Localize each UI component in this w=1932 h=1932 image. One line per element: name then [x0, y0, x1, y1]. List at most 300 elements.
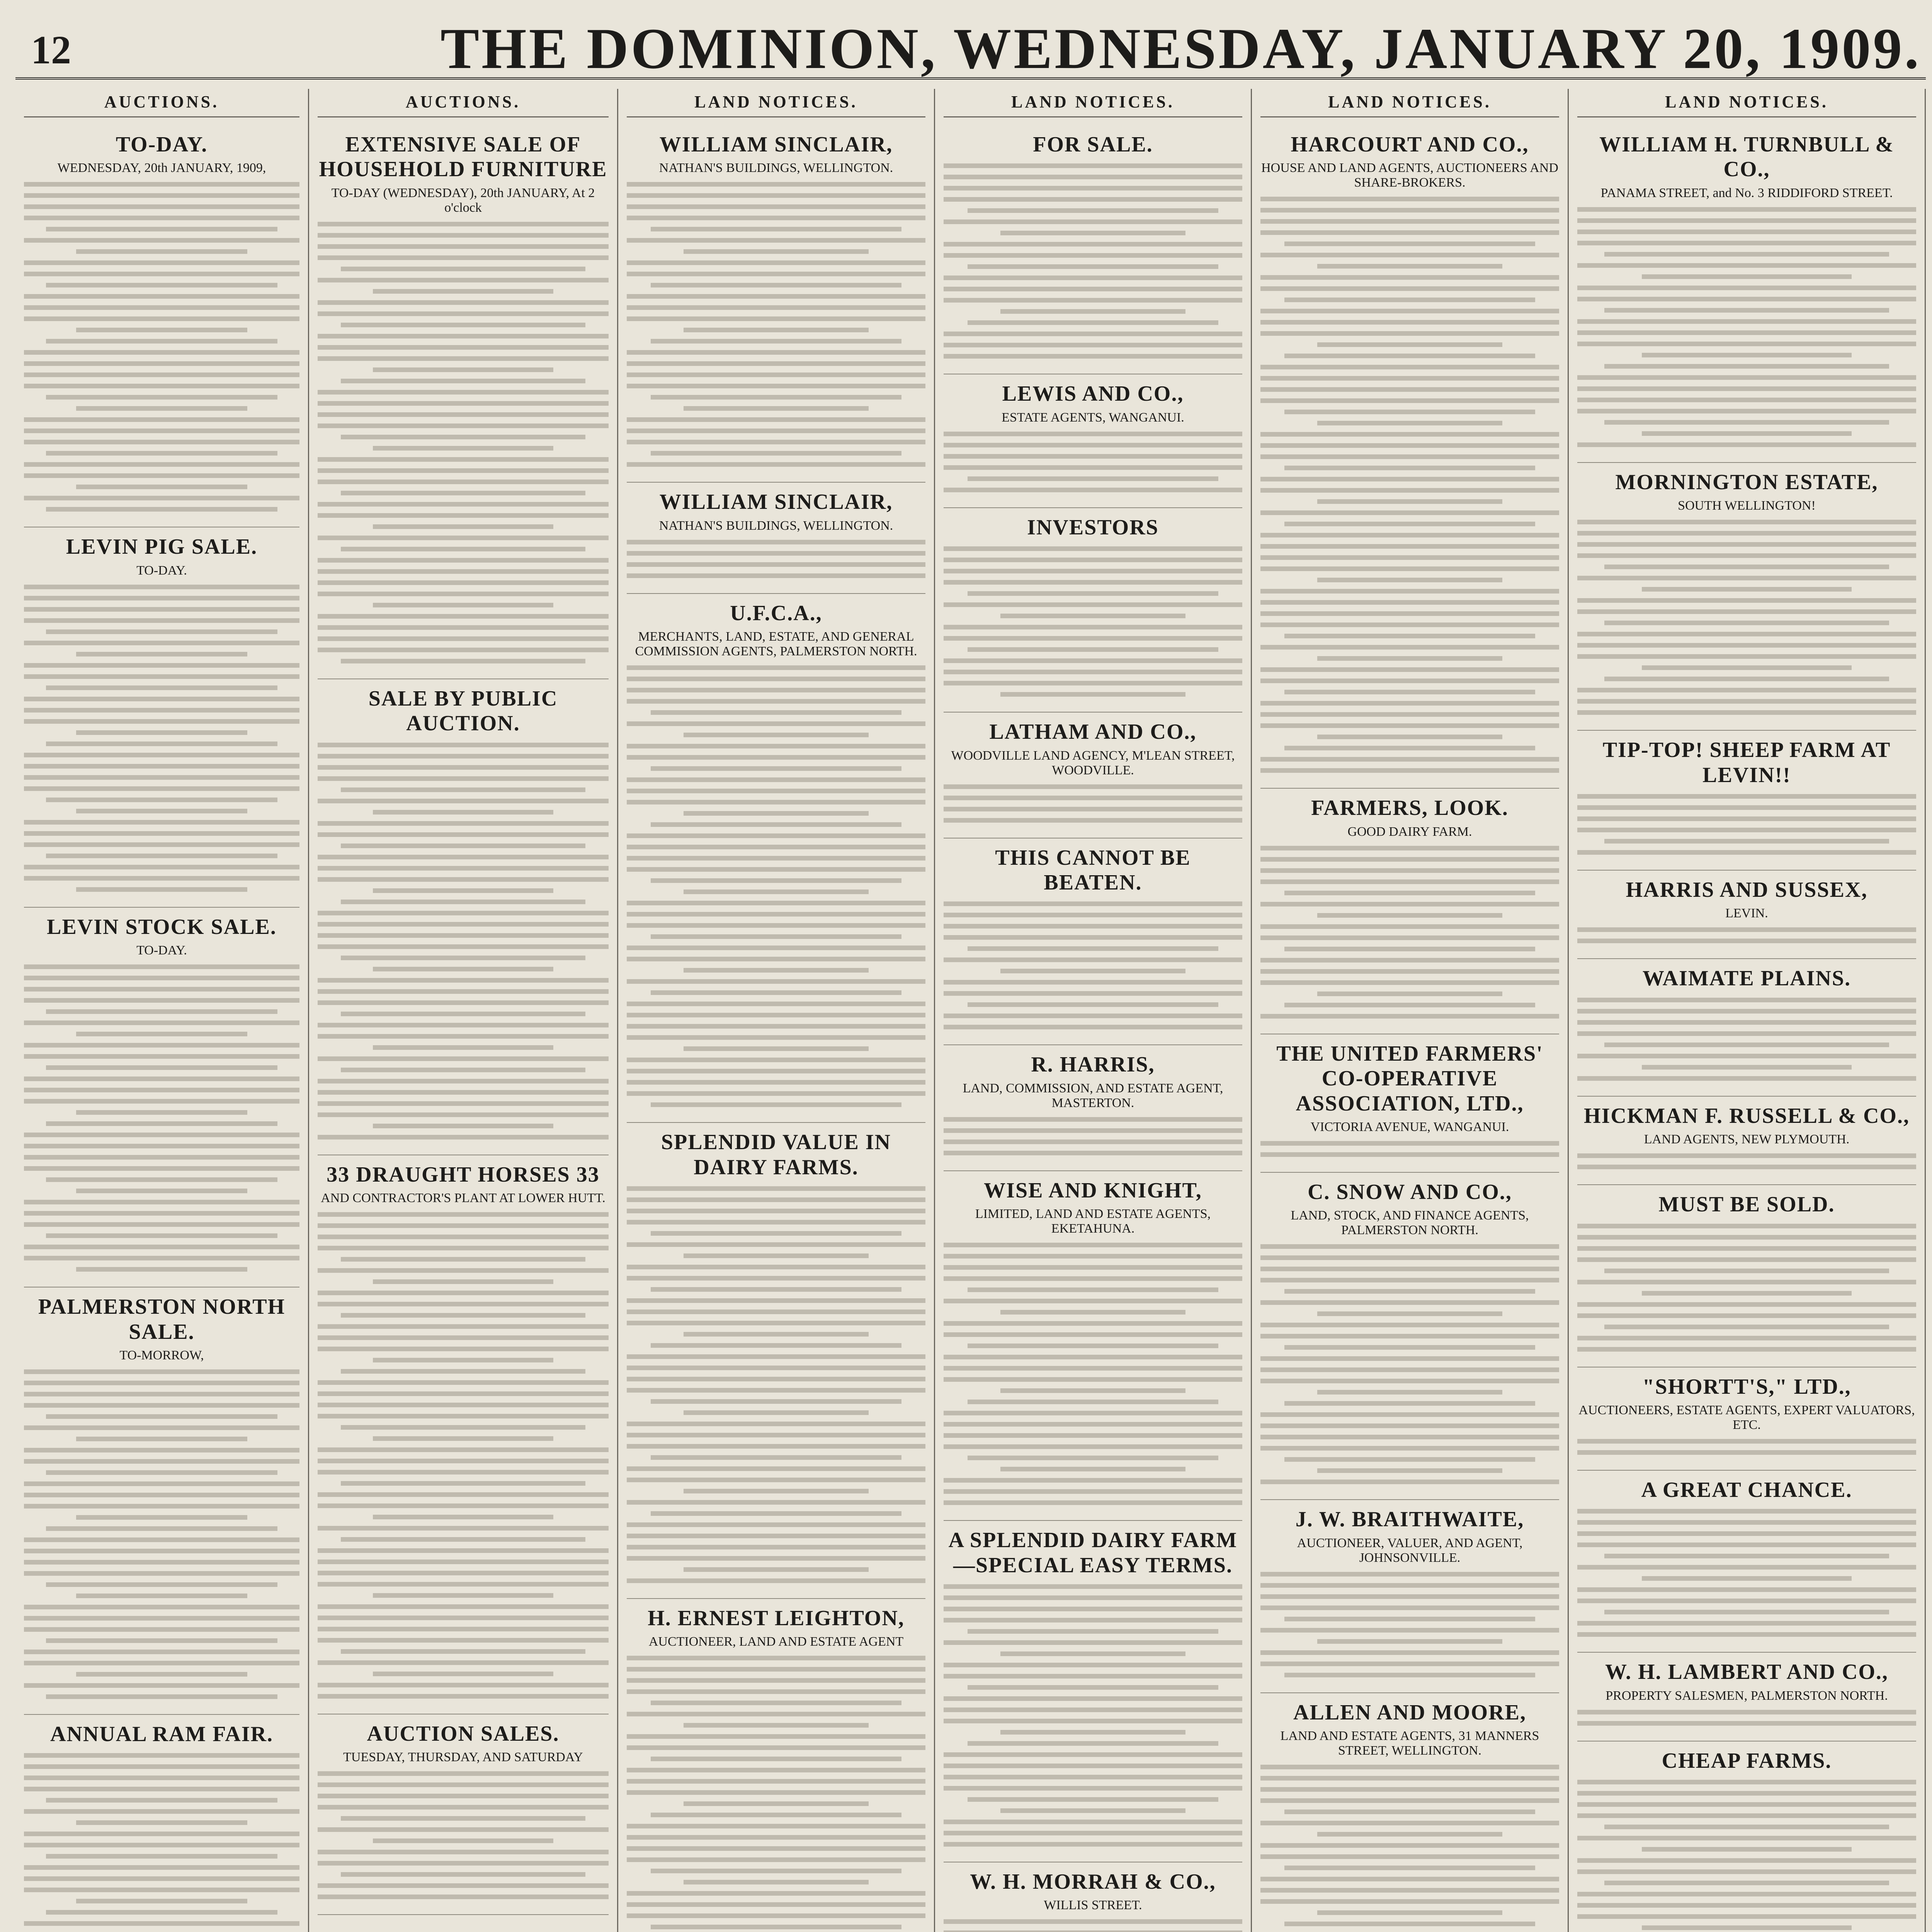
text-line [1642, 1576, 1852, 1581]
text-line [318, 1056, 609, 1061]
text-line [1260, 768, 1559, 773]
text-line [944, 1752, 1242, 1757]
text-line [627, 1545, 925, 1549]
text-line [318, 799, 609, 803]
text-line [627, 1388, 925, 1393]
text-line [1577, 609, 1916, 614]
text-line [1642, 1065, 1852, 1070]
text-line [318, 334, 609, 338]
body-text-lines [1577, 1439, 1916, 1455]
text-line [46, 1854, 277, 1859]
text-line [1577, 531, 1916, 536]
text-line [318, 1235, 609, 1239]
text-line [627, 1522, 925, 1527]
text-line [318, 401, 609, 406]
text-line [1577, 1903, 1916, 1908]
text-line [627, 1444, 925, 1449]
text-line [944, 1366, 1242, 1371]
text-line [627, 1422, 925, 1426]
text-line [318, 1079, 609, 1083]
text-line [318, 356, 609, 361]
text-line [24, 831, 299, 836]
body-text-lines [1577, 1509, 1916, 1637]
text-line [24, 820, 299, 825]
column-3 [618, 89, 935, 1932]
advertisement-title: WAIMATE PLAINS. [1642, 966, 1851, 991]
text-line [627, 1035, 925, 1040]
text-line [968, 946, 1218, 951]
text-line [318, 754, 609, 759]
text-line [76, 406, 247, 411]
text-line [24, 1392, 299, 1396]
text-line [944, 1595, 1242, 1600]
text-line [944, 901, 1242, 906]
text-line [944, 1355, 1242, 1359]
advertisement-title: PALMERSTON NORTH SALE. [38, 1295, 286, 1344]
text-line [1604, 621, 1889, 625]
text-line [627, 551, 925, 556]
body-text-lines [1577, 794, 1916, 855]
advertisement-subtitle: AUCTIONEER, LAND AND ESTATE AGENT [648, 1634, 904, 1649]
text-line [1317, 421, 1502, 425]
text-line [944, 1618, 1242, 1622]
text-line [1260, 1412, 1559, 1417]
text-line [627, 1913, 925, 1918]
advertisement [1577, 731, 1916, 871]
text-line [1260, 320, 1559, 325]
text-line [373, 1436, 553, 1441]
text-line [373, 367, 553, 372]
text-line [318, 1861, 609, 1866]
text-line [944, 957, 1242, 962]
text-line [651, 1343, 901, 1348]
text-line [24, 697, 299, 701]
text-line [341, 1257, 585, 1262]
text-line [944, 1243, 1242, 1247]
body-text-lines [627, 665, 925, 1107]
text-line [24, 1245, 299, 1249]
text-line [944, 1786, 1242, 1791]
text-line [1000, 692, 1185, 697]
text-line [1260, 510, 1559, 515]
text-line [944, 163, 1242, 168]
text-line [1284, 410, 1535, 414]
text-line [627, 260, 925, 265]
advertisement [944, 374, 1242, 508]
text-line [318, 558, 609, 563]
text-line [1260, 275, 1559, 280]
text-line [318, 1771, 609, 1776]
text-line [627, 1712, 925, 1716]
text-line [318, 1895, 609, 1899]
text-line [318, 1112, 609, 1117]
advertisement-title: J. W. BRAITHWAITE, [1295, 1507, 1524, 1532]
advertisement [1260, 1693, 1559, 1932]
advertisement-title: R. HARRIS, [1031, 1053, 1155, 1077]
text-line [24, 1683, 299, 1688]
advertisement-subtitle: LAND AND ESTATE AGENTS, 31 MANNERS STREET, WELLINGTON. [1280, 1729, 1539, 1758]
text-line [1577, 1280, 1916, 1284]
text-line [24, 1054, 299, 1059]
text-line [24, 987, 299, 992]
text-line [1577, 1710, 1916, 1714]
text-line [627, 957, 925, 961]
body-text-lines [318, 222, 609, 663]
text-line [1577, 286, 1916, 290]
text-line [1577, 1565, 1916, 1570]
text-line [627, 305, 925, 310]
text-line [1000, 1388, 1185, 1393]
text-line [944, 1584, 1242, 1589]
text-line [1260, 544, 1559, 549]
text-line [318, 1883, 609, 1888]
text-line [1577, 699, 1916, 704]
text-line [1284, 746, 1535, 750]
text-line [76, 1437, 247, 1441]
text-line [1604, 1825, 1889, 1829]
text-line [651, 227, 901, 231]
column-2 [309, 89, 618, 1932]
text-line [1577, 1813, 1916, 1818]
text-line [944, 432, 1242, 436]
text-line [76, 1032, 247, 1036]
text-line [24, 1865, 299, 1870]
text-line [46, 1526, 277, 1531]
text-line [968, 647, 1218, 652]
text-line [627, 901, 925, 905]
text-line [944, 276, 1242, 280]
text-line [944, 1640, 1242, 1645]
text-line [1260, 846, 1559, 850]
column-heading: LAND NOTICES. [627, 89, 925, 117]
advertisement-title: SALE BY PUBLIC AUCTION. [368, 686, 558, 736]
text-line [968, 591, 1218, 596]
text-line [627, 1080, 925, 1085]
advertisement-subtitle: ESTATE AGENTS, WANGANUI. [1002, 410, 1184, 425]
text-line [318, 1090, 609, 1095]
text-line [1284, 1457, 1535, 1462]
text-line [1260, 1334, 1559, 1338]
text-line [1577, 1336, 1916, 1340]
body-text-lines [1260, 1572, 1559, 1677]
text-line [1260, 1278, 1559, 1282]
advertisement [627, 125, 925, 483]
text-line [318, 866, 609, 871]
text-line [944, 818, 1242, 823]
text-line [341, 1872, 585, 1877]
text-line [684, 1332, 869, 1337]
text-line [627, 1790, 925, 1795]
text-line [1577, 207, 1916, 212]
text-line [318, 390, 609, 395]
text-line [46, 395, 277, 400]
text-line [627, 1354, 925, 1359]
columns-area [15, 89, 1926, 1932]
text-line [341, 547, 585, 551]
text-line [24, 350, 299, 355]
text-line [318, 1324, 609, 1329]
text-line [1260, 1323, 1559, 1327]
text-line [341, 787, 585, 792]
text-line [627, 272, 925, 276]
text-line [944, 242, 1242, 247]
text-line [684, 968, 869, 973]
text-line [318, 1503, 609, 1508]
advertisement-subtitle: AND CONTRACTOR'S PLANT AT LOWER HUTT. [321, 1190, 605, 1205]
text-line [76, 1594, 247, 1598]
text-line [1317, 1639, 1502, 1644]
text-line [341, 1313, 585, 1318]
text-line [318, 233, 609, 238]
advertisement-title: FOR SALE. [1033, 133, 1153, 156]
text-line [684, 889, 869, 894]
text-line [24, 764, 299, 769]
advertisement [1577, 1185, 1916, 1367]
text-line [1604, 1881, 1889, 1885]
text-line [24, 193, 299, 198]
text-line [627, 573, 925, 578]
body-text-lines [1577, 1780, 1916, 1932]
text-line [1577, 1235, 1916, 1240]
text-line [318, 1391, 609, 1396]
text-line [1260, 980, 1559, 985]
text-line [341, 900, 585, 904]
text-line [1260, 1255, 1559, 1260]
advertisement [627, 594, 925, 1123]
text-line [318, 1000, 609, 1005]
text-line [1284, 634, 1535, 638]
text-line [651, 822, 901, 827]
text-line [318, 1335, 609, 1340]
body-text-lines [627, 1186, 925, 1583]
text-line [944, 332, 1242, 336]
text-line [944, 465, 1242, 470]
text-line [944, 1478, 1242, 1483]
text-line [1000, 1651, 1185, 1656]
text-line [944, 1276, 1242, 1281]
text-line [24, 1144, 299, 1148]
text-line [944, 1265, 1242, 1270]
column-5 [1252, 89, 1569, 1932]
body-text-lines [1577, 1710, 1916, 1726]
advertisement [944, 1045, 1242, 1171]
text-line [1260, 1356, 1559, 1361]
body-text-lines [627, 540, 925, 578]
text-line [24, 876, 299, 881]
text-line [627, 699, 925, 704]
text-line [1260, 1877, 1559, 1881]
text-line [46, 1177, 277, 1182]
text-line [318, 1794, 609, 1798]
text-line [944, 1489, 1242, 1494]
advertisement-title: 33 DRAUGHT HORSES 33 [327, 1162, 600, 1187]
text-line [1000, 1467, 1185, 1471]
text-line [46, 1798, 277, 1803]
text-line [318, 1683, 609, 1687]
text-line [944, 1299, 1242, 1303]
text-line [24, 1481, 299, 1486]
text-line [1284, 690, 1535, 694]
text-line [318, 412, 609, 417]
advertisement-title: W. H. MORRAH & CO., [970, 1869, 1216, 1894]
text-line [1577, 1836, 1916, 1840]
text-line [944, 354, 1242, 359]
text-line [46, 1414, 277, 1419]
text-line [627, 923, 925, 928]
advertisement-title: ALLEN AND MOORE, [1293, 1700, 1526, 1725]
advertisement-subtitle: TO-MORROW, [119, 1348, 204, 1362]
text-line [651, 1102, 901, 1107]
body-text-lines [24, 1369, 299, 1699]
text-line [46, 1065, 277, 1070]
advertisement [318, 125, 609, 679]
text-line [627, 1478, 925, 1482]
text-line [627, 372, 925, 377]
text-line [46, 798, 277, 802]
text-line [968, 1002, 1218, 1007]
advertisement [1260, 1500, 1559, 1693]
text-line [944, 1139, 1242, 1144]
advertisement-title: LEWIS AND CO., [1002, 382, 1184, 406]
body-text-lines [1260, 197, 1559, 773]
text-line [651, 934, 901, 939]
text-line [318, 911, 609, 915]
text-line [944, 1321, 1242, 1326]
text-line [1260, 600, 1559, 605]
text-line [318, 580, 609, 585]
text-line [1642, 1847, 1852, 1852]
text-line [1260, 924, 1559, 929]
text-line [1260, 1014, 1559, 1019]
text-line [1577, 1224, 1916, 1228]
text-line [1260, 1583, 1559, 1588]
text-line [968, 476, 1218, 481]
text-line [1577, 1543, 1916, 1547]
text-line [318, 978, 609, 983]
text-line [627, 800, 925, 804]
text-line [1577, 319, 1916, 324]
text-line [46, 854, 277, 858]
text-line [1577, 1439, 1916, 1444]
advertisement-title: TO-DAY. [116, 133, 208, 156]
text-line [1577, 1599, 1916, 1603]
text-line [1260, 1244, 1559, 1249]
text-line [944, 670, 1242, 674]
text-line [944, 488, 1242, 492]
column-heading: LAND NOTICES. [944, 89, 1242, 117]
text-line [318, 1246, 609, 1250]
text-line [627, 856, 925, 861]
body-text-lines [1577, 927, 1916, 943]
advertisement-title: C. SNOW AND CO., [1308, 1180, 1512, 1204]
text-line [684, 1567, 869, 1572]
text-line [1604, 252, 1889, 257]
text-line [1577, 998, 1916, 1002]
text-line [24, 417, 299, 422]
text-line [1000, 614, 1185, 618]
text-line [1260, 1798, 1559, 1803]
text-line [627, 1276, 925, 1281]
text-line [1260, 443, 1559, 448]
text-line [1284, 947, 1535, 951]
text-line [318, 636, 609, 641]
text-line [1577, 805, 1916, 810]
advertisement-subtitle: NATHAN'S BUILDINGS, WELLINGTON. [659, 518, 893, 533]
text-line [627, 1734, 925, 1739]
advertisement-title: A GREAT CHANCE. [1641, 1478, 1852, 1502]
text-line [1577, 1869, 1916, 1874]
advertisement-title: U.F.C.A., [730, 601, 822, 625]
text-line [684, 811, 869, 816]
text-line [24, 618, 299, 623]
advertisement-title: EXTENSIVE SALE OF HOUSEHOLD FURNITURE [319, 133, 607, 182]
advertisement [1260, 1034, 1559, 1173]
text-line [1642, 1925, 1852, 1930]
text-line [24, 976, 299, 980]
advertisement-subtitle: SOUTH WELLINGTON! [1678, 498, 1816, 513]
text-line [1000, 309, 1185, 314]
text-line [1260, 1650, 1559, 1655]
text-line [1284, 1617, 1535, 1621]
text-line [944, 1411, 1242, 1415]
text-line [24, 1560, 299, 1565]
advertisement [318, 1714, 609, 1915]
text-line [24, 260, 299, 265]
text-line [24, 1211, 299, 1216]
text-line [1260, 902, 1559, 906]
text-line [24, 496, 299, 500]
advertisement-title: TIP-TOP! SHEEP FARM AT LEVIN!! [1602, 738, 1891, 787]
advertisement [318, 679, 609, 1155]
text-line [944, 991, 1242, 996]
text-line [1260, 208, 1559, 213]
text-line [944, 1117, 1242, 1122]
text-line [627, 1768, 925, 1772]
text-line [318, 1638, 609, 1643]
text-line [651, 1925, 901, 1929]
text-line [1577, 1780, 1916, 1784]
text-line [1260, 679, 1559, 683]
advertisement-title: "SHORTT'S," LTD., [1642, 1374, 1851, 1399]
text-line [627, 417, 925, 422]
text-line [318, 569, 609, 574]
advertisement-title: FARMERS, LOOK. [1311, 796, 1509, 820]
text-line [318, 614, 609, 619]
advertisement-subtitle: PROPERTY SALESMEN, PALMERSTON NORTH. [1605, 1688, 1888, 1703]
text-line [968, 264, 1218, 269]
text-line [318, 944, 609, 949]
advertisement-subtitle: LEVIN. [1725, 906, 1768, 921]
text-line [627, 440, 925, 444]
advertisement [944, 1862, 1242, 1932]
text-line [24, 708, 299, 713]
text-line [1577, 1302, 1916, 1307]
text-line [24, 272, 299, 276]
text-line [1284, 891, 1535, 895]
text-line [684, 328, 869, 332]
text-line [318, 1571, 609, 1575]
text-line [1284, 354, 1535, 358]
text-line [24, 1077, 299, 1081]
advertisement [1260, 1173, 1559, 1500]
text-line [627, 744, 925, 748]
text-line [627, 1556, 925, 1561]
text-line [627, 216, 925, 220]
body-text-lines [944, 432, 1242, 492]
text-line [1577, 1621, 1916, 1626]
text-line [684, 249, 869, 254]
text-line [318, 1805, 609, 1810]
